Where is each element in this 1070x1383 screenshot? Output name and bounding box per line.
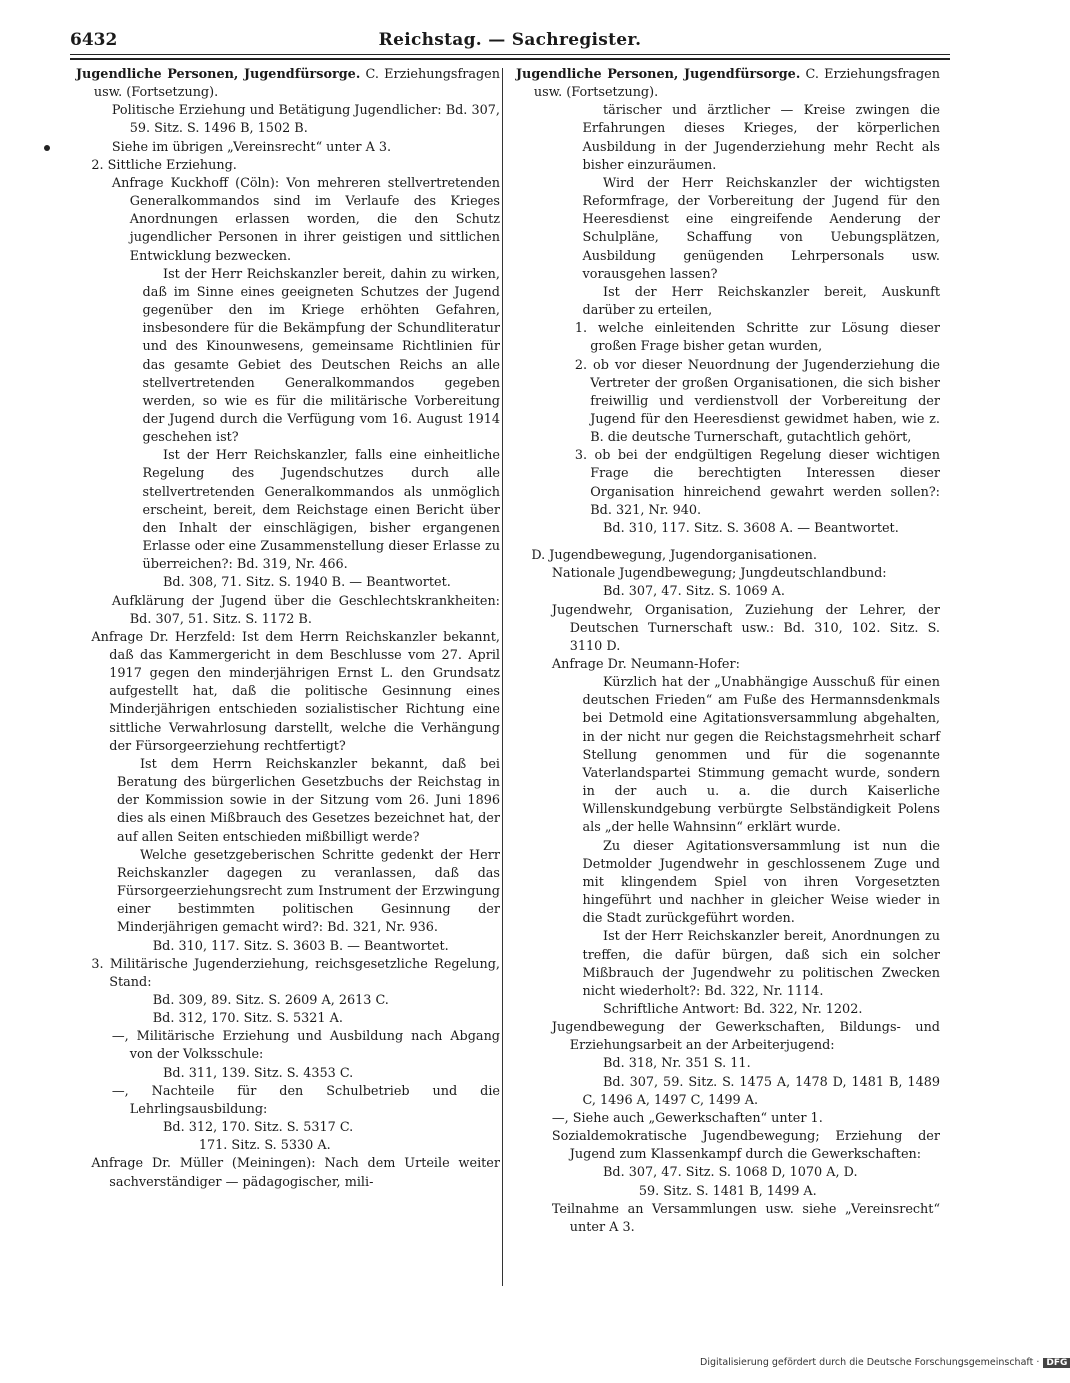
- index-entry: Kürzlich hat der „Unabhängige Ausschuß für einen deutschen Frieden“ am Fuße des Hermannsdenkmals bei Detmold eine Agitationsversammlung abgehalten, in der nicht nur gegen die Reichstagsmehrheit scharf Stellung genommen und für die sogenannte Vaterlandspartei Stimmung gemacht wurde, sondern in der auch u. a. die durch Kaiserliche Willenskundgebung verbürgte Selbständigkeit Polens als „der helle Wahnsinn“ erklärt wurde.: [582, 675, 940, 836]
- index-entry: Bd. 311, 139. Sitz. S. 4353 C.: [163, 1065, 354, 1081]
- index-entry: Schriftliche Antwort: Bd. 322, Nr. 1202.: [603, 1001, 863, 1017]
- index-entry: Bd. 308, 71. Sitz. S. 1940 B. — Beantwortet.: [163, 575, 451, 591]
- index-entry: 2. ob vor dieser Neuordnung der Jugenderziehung die Vertreter der großen Organisationen, die sich bisher freiwillig und verdienstvoll der Vorbereitung der Jugend für den Heeresdienst gewidmet haben, wie z. B. die deutsche Turnerschaft, gutachtlich gehört,: [574, 357, 940, 446]
- page-number: 6432: [70, 30, 118, 50]
- index-entry: Jugendwehr, Organisation, Zuziehung der Lehrer, der Deutschen Turnerschaft usw.: Bd. 310, 102. Sitz. S. 3110 D.: [551, 602, 940, 654]
- index-entry: Bd. 310, 117. Sitz. S. 3608 A. — Beantwortet.: [603, 520, 899, 536]
- index-entry: Siehe im übrigen „Vereinsrecht“ unter A 3.: [111, 139, 392, 155]
- index-entry: Aufklärung der Jugend über die Geschlechtskrankheiten: Bd. 307, 51. Sitz. S. 1172 B.: [111, 593, 500, 627]
- index-entry: Wird der Herr Reichskanzler der wichtigsten Reformfrage, der Vorbereitung der Jugend für den Heeresdienst eine eingreifende Aenderung der Schulpläne, Schaffung von Uebungsplätzen, Ausbildung genügenden Lehrpersonals usw. vorausgehen lassen?: [582, 175, 940, 282]
- index-entry: Jugendbewegung der Gewerkschaften, Bildungs- und Erziehungsarbeit an der Arbeiterjugend:: [551, 1020, 940, 1054]
- index-entry: Bd. 307, 47. Sitz. S. 1069 A.: [603, 584, 785, 600]
- column-divider: [502, 68, 503, 1286]
- index-entry: Bd. 312, 170. Sitz. S. 5317 C.: [163, 1120, 354, 1136]
- page-header: [70, 30, 950, 54]
- margin-mark-icon: [44, 145, 50, 151]
- index-entry: Ist der Herr Reichskanzler, falls eine einheitliche Regelung des Jugendschutzes durch alle stellvertretenden Generalkommandos als unmöglich erscheint, bereit, dem Reichstage einen Bericht über den Inhalt der einschlägigen, bisher ergangenen Erlasse oder eine Zusammenstellung dieser Erlasse zu überreichen?: Bd. 319, Nr. 466.: [142, 448, 500, 573]
- index-entry: Bd. 309, 89. Sitz. S. 2609 A, 2613 C.: [152, 992, 389, 1008]
- index-entry: 3. ob bei der endgültigen Regelung dieser wichtigen Frage die berechtigten Interessen dieser Organisation hinreichend gewahrt werden sollen?: Bd. 321, Nr. 940.: [574, 448, 940, 518]
- index-entry: 171. Sitz. S. 5330 A.: [198, 1138, 331, 1154]
- index-entry: 1. welche einleitenden Schritte zur Lösung dieser großen Frage bisher getan wurden,: [574, 321, 940, 355]
- header-rule-thick: [70, 58, 950, 60]
- index-entry: Anfrage Dr. Neumann-Hofer:: [551, 657, 740, 672]
- header-rule: [70, 54, 950, 55]
- index-entry: Bd. 312, 170. Sitz. S. 5321 A.: [152, 1011, 343, 1027]
- index-entry: Jugendliche Personen, Jugendfürsorge. C. Erziehungsfragen usw. (Fortsetzung).: [516, 67, 940, 101]
- index-entry: tärischer und ärztlicher — Kreise zwingen die Erfahrungen dieses Krieges, der körperlichen Ausbildung in der Jugenderziehung mehr Recht als bisher einzuräumen.: [582, 103, 940, 173]
- index-entry: Anfrage Dr. Herzfeld: Ist dem Herrn Reichskanzler bekannt, daß das Kammergericht in dem Beschlusse vom 27. April 1917 gegen den minderjährigen Ernst L. den Grundsatz aufgestellt hat, daß die politische Gesinnung eines Minderjährigen entschieden sozialistischer Richtung eine sittliche Verwahrlosung darstellt, welche die Verhängung der Fürsorgeerziehung rechtfertigt?: [91, 629, 500, 754]
- index-entry: Welche gesetzgeberischen Schritte gedenkt der Herr Reichskanzler dagegen zu veranlassen, daß das Fürsorgeerziehungsrecht zum Instrument der Erzwingung einer bestimmten politischen Gesinnung der Minderjährigen gemacht wird?: Bd. 321, Nr. 936.: [116, 847, 500, 936]
- index-entry: Nationale Jugendbewegung; Jungdeutschlandbund:: [551, 566, 887, 582]
- index-entry: 2. Sittliche Erziehung.: [91, 157, 237, 173]
- left-column: [76, 66, 500, 1192]
- index-entry: Ist dem Herrn Reichskanzler bekannt, daß bei Beratung des bürgerlichen Gesetzbuchs der Reichstag in der Kommission sowie in der Sitzung vom 26. Juni 1896 dies als einen Mißbrauch des Gesetzes bezeichnet hat, der auf allen Seiten entschieden mißbilligt werde?: [116, 756, 500, 845]
- index-entry: Bd. 310, 117. Sitz. S. 3603 B. — Beantwortet.: [152, 938, 449, 954]
- footer-credit: [700, 1357, 1068, 1373]
- index-entry: Jugendliche Personen, Jugendfürsorge. C. Erziehungsfragen usw. (Fortsetzung).: [76, 67, 500, 101]
- index-entry: D. Jugendbewegung, Jugendorganisationen.: [531, 548, 817, 564]
- running-title: Reichstag. — Sachregister.: [378, 30, 642, 50]
- index-entry: Zu dieser Agitationsversammlung ist nun die Detmolder Jugendwehr in geschlossenem Zuge und mit klingendem Spiel von ihren Vorgesetzten hingeführt und nachher in gleicher Weise wieder in die Stadt zurückgeführt worden.: [582, 838, 940, 927]
- index-entry: Ist der Herr Reichskanzler bereit, Anordnungen zu treffen, die dafür bürgen, daß sich ein solcher Mißbrauch der Jugendwehr zu politischen Zwecken nicht wiederholt?: Bd. 322, Nr. 1114.: [582, 929, 940, 999]
- index-entry: [516, 538, 940, 547]
- index-entry: 59. Sitz. S. 1481 B, 1499 A.: [638, 1183, 817, 1199]
- index-entry: Bd. 307, 59. Sitz. S. 1475 A, 1478 D, 1481 B, 1489 C, 1496 A, 1497 C, 1499 A.: [582, 1074, 940, 1108]
- index-entry: 3. Militärische Jugenderziehung, reichsgesetzliche Regelung, Stand:: [91, 956, 500, 990]
- dfg-logo-icon: DFG: [1043, 1358, 1070, 1368]
- index-entry: Ist der Herr Reichskanzler bereit, Auskunft darüber zu erteilen,: [582, 284, 940, 319]
- index-entry: —, Nachteile für den Schulbetrieb und die Lehrlingsausbildung:: [111, 1083, 500, 1117]
- index-entry: Teilnahme an Versammlungen usw. siehe „Vereinsrecht“ unter A 3.: [551, 1201, 940, 1235]
- index-entry: Bd. 318, Nr. 351 S. 11.: [603, 1056, 751, 1072]
- index-entry: Bd. 307, 47. Sitz. S. 1068 D, 1070 A, D.: [603, 1165, 858, 1181]
- index-entry: Politische Erziehung und Betätigung Jugendlicher: Bd. 307, 59. Sitz. S. 1496 B, 1502 B.: [111, 103, 500, 137]
- index-entry: Sozialdemokratische Jugendbewegung; Erziehung der Jugend zum Klassenkampf durch die Gewerkschaften:: [551, 1129, 940, 1163]
- right-column: [516, 66, 940, 1237]
- index-entry: —, Siehe auch „Gewerkschaften“ unter 1.: [551, 1110, 823, 1126]
- index-entry: Ist der Herr Reichskanzler bereit, dahin zu wirken, daß im Sinne eines geeigneten Schutzes der Jugend gegenüber den im Kriege erhöhten Gefahren, insbesondere für die Bekämpfung der Schundliteratur und des Kinounwesens, gemeinsame Richtlinien für das gesamte Gebiet des Deutschen Reichs an alle stellvertretenden Generalkommandos gegeben werden, so wie es für die militärische Vorbereitung der Jugend durch die Verfügung vom 16. August 1914 geschehen ist?: [142, 266, 500, 446]
- footer-text: Digitalisierung gefördert durch die Deutsche Forschungsgemeinschaft ·: [700, 1357, 1040, 1368]
- index-entry: —, Militärische Erziehung und Ausbildung nach Abgang von der Volksschule:: [111, 1029, 500, 1063]
- index-entry: Anfrage Dr. Müller (Meiningen): Nach dem Urteile weiter sachverständiger — pädagogischer, mili-: [91, 1156, 500, 1190]
- index-entry: Anfrage Kuckhoff (Cöln): Von mehreren stellvertretenden Generalkommandos sind im Verlaufe des Krieges Anordnungen erlassen worden, die den Schutz jugendlicher Personen in ihrer geistigen und sittlichen Entwicklung bezwecken.: [111, 175, 500, 264]
